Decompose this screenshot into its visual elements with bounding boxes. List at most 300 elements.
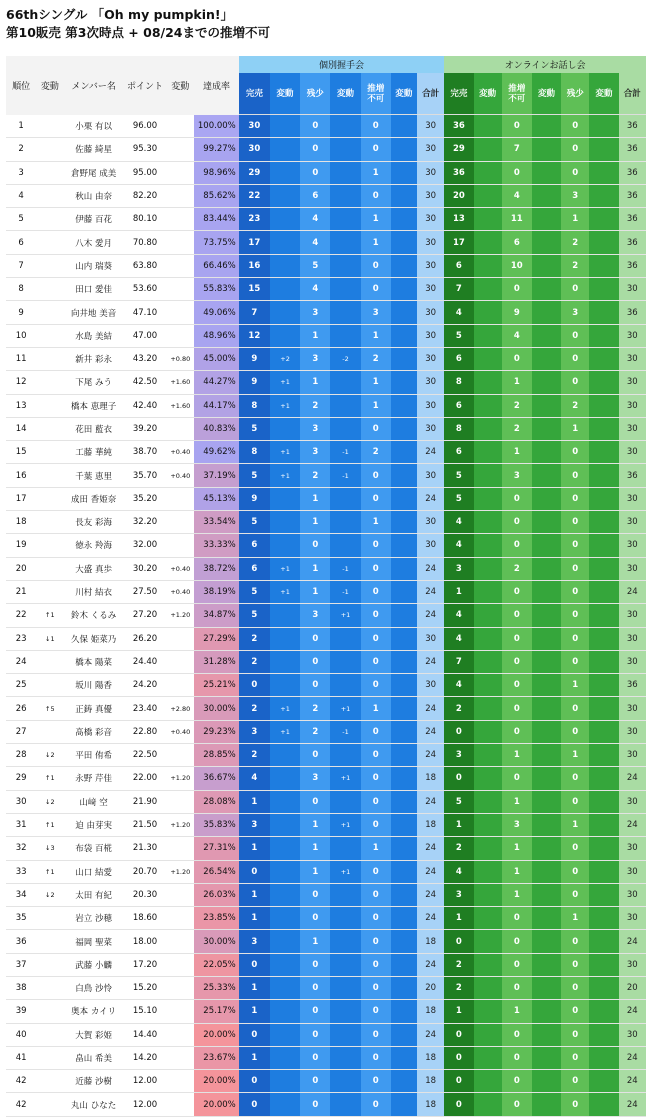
header-points-change: 変動 (166, 56, 194, 115)
points-change-cell (166, 976, 194, 999)
handshake-cell-4: 0 (361, 464, 391, 487)
online-cell-1 (474, 557, 502, 580)
online-cell-4: 0 (561, 860, 589, 883)
online-cell-0: 5 (444, 464, 473, 487)
handshake-cell-4: 1 (361, 208, 391, 231)
points-cell: 15.10 (124, 1000, 166, 1023)
member-name-cell: 岩立 沙穂 (63, 907, 123, 930)
online-cell-6: 36 (619, 138, 646, 161)
online-cell-2: 1 (502, 744, 532, 767)
online-cell-2: 1 (502, 371, 532, 394)
header-change: 変動 (36, 56, 63, 115)
member-name-cell: 大盛 真歩 (63, 557, 123, 580)
handshake-cell-5 (391, 347, 417, 370)
points-cell: 22.80 (124, 720, 166, 743)
member-name-cell: 向井地 美音 (63, 301, 123, 324)
online-cell-3 (532, 441, 561, 464)
handshake-cell-4: 0 (361, 1046, 391, 1069)
online-cell-0: 20 (444, 184, 473, 207)
online-cell-1 (474, 1093, 502, 1116)
handshake-cell-1 (270, 534, 300, 557)
page-title-block (0, 0, 650, 42)
handshake-cell-0: 1 (239, 1000, 270, 1023)
online-cell-6: 30 (619, 720, 646, 743)
online-cell-4: 0 (561, 580, 589, 603)
handshake-cell-1 (270, 860, 300, 883)
table-row (6, 347, 646, 370)
rank-change-cell (36, 1000, 63, 1023)
rank-cell: 8 (6, 278, 36, 301)
handshake-cell-5 (391, 254, 417, 277)
online-cell-4: 0 (561, 557, 589, 580)
rank-change-cell (36, 278, 63, 301)
online-cell-2: 2 (502, 557, 532, 580)
member-name-cell: 橋本 恵理子 (63, 394, 123, 417)
handshake-cell-2: 2 (300, 394, 330, 417)
table-row (6, 487, 646, 510)
rate-cell: 34.87% (194, 604, 238, 627)
points-change-cell: +1.20 (166, 767, 194, 790)
table-row (6, 464, 646, 487)
handshake-cell-6: 18 (417, 813, 444, 836)
rank-cell: 2 (6, 138, 36, 161)
handshake-cell-3: -1 (330, 441, 360, 464)
online-cell-3 (532, 231, 561, 254)
online-cell-4: 0 (561, 1093, 589, 1116)
online-cell-0: 6 (444, 394, 473, 417)
online-cell-0: 4 (444, 534, 473, 557)
rank-change-cell (36, 511, 63, 534)
ranking-table (6, 56, 646, 1117)
online-cell-4: 0 (561, 371, 589, 394)
handshake-cell-0: 1 (239, 907, 270, 930)
rate-cell: 49.62% (194, 441, 238, 464)
points-cell: 42.50 (124, 371, 166, 394)
points-change-cell (166, 208, 194, 231)
points-cell: 95.30 (124, 138, 166, 161)
handshake-cell-1: +1 (270, 441, 300, 464)
handshake-cell-0: 30 (239, 115, 270, 138)
rank-change-cell (36, 115, 63, 138)
online-cell-6: 36 (619, 674, 646, 697)
online-cell-0: 0 (444, 1046, 473, 1069)
handshake-cell-4: 0 (361, 417, 391, 440)
points-cell: 17.20 (124, 953, 166, 976)
handshake-cell-0: 1 (239, 837, 270, 860)
handshake-cell-0: 5 (239, 464, 270, 487)
online-cell-0: 13 (444, 208, 473, 231)
handshake-cell-2: 0 (300, 1023, 330, 1046)
online-cell-5 (589, 860, 618, 883)
handshake-cell-3 (330, 1070, 360, 1093)
online-cell-2: 0 (502, 487, 532, 510)
online-cell-2: 4 (502, 184, 532, 207)
rank-cell: 15 (6, 441, 36, 464)
member-name-cell: 八木 愛月 (63, 231, 123, 254)
online-cell-6: 30 (619, 557, 646, 580)
table-row (6, 371, 646, 394)
points-change-cell (166, 930, 194, 953)
handshake-cell-3 (330, 790, 360, 813)
online-cell-0: 36 (444, 161, 473, 184)
handshake-cell-5 (391, 394, 417, 417)
online-cell-6: 30 (619, 953, 646, 976)
rate-cell: 27.29% (194, 627, 238, 650)
rate-cell: 30.00% (194, 930, 238, 953)
table-row (6, 534, 646, 557)
handshake-cell-6: 24 (417, 907, 444, 930)
table-row (6, 557, 646, 580)
points-change-cell (166, 278, 194, 301)
rank-change-cell (36, 417, 63, 440)
table-row (6, 627, 646, 650)
handshake-cell-5 (391, 1000, 417, 1023)
handshake-cell-0: 0 (239, 674, 270, 697)
table-row (6, 976, 646, 999)
online-cell-2: 2 (502, 417, 532, 440)
points-change-cell (166, 790, 194, 813)
rank-cell: 9 (6, 301, 36, 324)
handshake-cell-4: 2 (361, 441, 391, 464)
handshake-cell-5 (391, 860, 417, 883)
handshake-cell-3: -2 (330, 347, 360, 370)
online-cell-2: 6 (502, 231, 532, 254)
online-cell-2: 7 (502, 138, 532, 161)
member-name-cell: 武藤 小麟 (63, 953, 123, 976)
rate-cell: 22.05% (194, 953, 238, 976)
handshake-cell-4: 0 (361, 744, 391, 767)
table-row (6, 860, 646, 883)
handshake-cell-3 (330, 254, 360, 277)
handshake-cell-1 (270, 813, 300, 836)
points-cell: 42.40 (124, 394, 166, 417)
online-cell-3 (532, 953, 561, 976)
rank-change-cell (36, 324, 63, 347)
rate-cell: 33.54% (194, 511, 238, 534)
handshake-cell-1 (270, 1070, 300, 1093)
points-change-cell: +1.20 (166, 813, 194, 836)
handshake-cell-1 (270, 627, 300, 650)
rank-change-cell (36, 580, 63, 603)
handshake-cell-6: 24 (417, 650, 444, 673)
handshake-cell-6: 24 (417, 1023, 444, 1046)
handshake-cell-0: 23 (239, 208, 270, 231)
table-row (6, 674, 646, 697)
handshake-cell-2: 4 (300, 278, 330, 301)
handshake-cell-1 (270, 790, 300, 813)
online-cell-2: 11 (502, 208, 532, 231)
handshake-cell-5 (391, 1093, 417, 1116)
online-cell-1 (474, 627, 502, 650)
rate-cell: 36.67% (194, 767, 238, 790)
online-cell-6: 30 (619, 604, 646, 627)
online-cell-3 (532, 580, 561, 603)
rate-cell: 99.27% (194, 138, 238, 161)
handshake-cell-2: 3 (300, 417, 330, 440)
handshake-cell-1: +1 (270, 371, 300, 394)
handshake-cell-2: 0 (300, 115, 330, 138)
handshake-cell-2: 2 (300, 464, 330, 487)
handshake-cell-1 (270, 208, 300, 231)
handshake-cell-2: 1 (300, 487, 330, 510)
online-cell-4: 0 (561, 487, 589, 510)
handshake-cell-0: 16 (239, 254, 270, 277)
handshake-cell-4: 0 (361, 184, 391, 207)
handshake-cell-2: 0 (300, 650, 330, 673)
online-cell-5 (589, 301, 618, 324)
online-cell-3 (532, 1000, 561, 1023)
table-row (6, 138, 646, 161)
online-cell-0: 7 (444, 650, 473, 673)
member-name-cell: 川村 結衣 (63, 580, 123, 603)
handshake-cell-0: 1 (239, 883, 270, 906)
handshake-cell-6: 18 (417, 767, 444, 790)
points-change-cell (166, 417, 194, 440)
online-cell-5 (589, 907, 618, 930)
subheader-4: 推増 不可 (361, 73, 391, 115)
rate-cell: 20.00% (194, 1070, 238, 1093)
table-row (6, 883, 646, 906)
rank-cell: 32 (6, 837, 36, 860)
rank-change-cell: ↓2 (36, 790, 63, 813)
handshake-cell-5 (391, 301, 417, 324)
handshake-cell-6: 30 (417, 627, 444, 650)
online-cell-0: 0 (444, 767, 473, 790)
handshake-cell-0: 4 (239, 767, 270, 790)
member-name-cell: 佐藤 綺星 (63, 138, 123, 161)
points-change-cell (166, 184, 194, 207)
rate-cell: 28.08% (194, 790, 238, 813)
handshake-cell-3: +1 (330, 813, 360, 836)
online-cell-6: 24 (619, 1000, 646, 1023)
points-cell: 80.10 (124, 208, 166, 231)
handshake-cell-4: 0 (361, 487, 391, 510)
member-name-cell: 小栗 有以 (63, 115, 123, 138)
table-row (6, 115, 646, 138)
online-cell-1 (474, 1070, 502, 1093)
rank-change-cell: ↓3 (36, 837, 63, 860)
online-cell-5 (589, 813, 618, 836)
handshake-cell-4: 0 (361, 278, 391, 301)
handshake-cell-1 (270, 115, 300, 138)
online-cell-1 (474, 650, 502, 673)
online-cell-6: 30 (619, 534, 646, 557)
online-cell-3 (532, 115, 561, 138)
online-cell-6: 30 (619, 278, 646, 301)
handshake-cell-5 (391, 557, 417, 580)
member-name-cell: 布袋 百椛 (63, 837, 123, 860)
rank-cell: 16 (6, 464, 36, 487)
points-cell: 63.80 (124, 254, 166, 277)
online-cell-1 (474, 953, 502, 976)
online-cell-2: 4 (502, 324, 532, 347)
handshake-cell-6: 30 (417, 394, 444, 417)
online-cell-3 (532, 650, 561, 673)
online-cell-2: 0 (502, 674, 532, 697)
handshake-cell-6: 30 (417, 347, 444, 370)
handshake-cell-2: 2 (300, 720, 330, 743)
online-cell-3 (532, 417, 561, 440)
handshake-cell-5 (391, 697, 417, 720)
handshake-cell-2: 0 (300, 1000, 330, 1023)
online-cell-5 (589, 534, 618, 557)
rate-cell: 48.96% (194, 324, 238, 347)
online-cell-2: 1 (502, 883, 532, 906)
handshake-cell-0: 9 (239, 347, 270, 370)
rank-cell: 21 (6, 580, 36, 603)
online-cell-1 (474, 208, 502, 231)
online-cell-5 (589, 604, 618, 627)
online-cell-0: 6 (444, 254, 473, 277)
points-cell: 35.70 (124, 464, 166, 487)
handshake-cell-2: 2 (300, 697, 330, 720)
online-cell-1 (474, 464, 502, 487)
handshake-cell-6: 30 (417, 301, 444, 324)
rank-cell: 38 (6, 976, 36, 999)
handshake-cell-0: 1 (239, 790, 270, 813)
online-cell-6: 30 (619, 837, 646, 860)
online-cell-2: 1 (502, 441, 532, 464)
handshake-cell-6: 24 (417, 883, 444, 906)
handshake-cell-1: +1 (270, 464, 300, 487)
table-row (6, 1023, 646, 1046)
table-row (6, 394, 646, 417)
handshake-cell-3 (330, 371, 360, 394)
handshake-cell-3 (330, 301, 360, 324)
online-cell-6: 24 (619, 580, 646, 603)
member-name-cell: 永野 芹佳 (63, 767, 123, 790)
online-cell-3 (532, 161, 561, 184)
handshake-cell-3 (330, 744, 360, 767)
points-change-cell (166, 674, 194, 697)
handshake-cell-1: +1 (270, 697, 300, 720)
handshake-cell-3 (330, 627, 360, 650)
online-cell-6: 24 (619, 813, 646, 836)
handshake-cell-0: 2 (239, 650, 270, 673)
handshake-cell-3: +1 (330, 604, 360, 627)
handshake-cell-3 (330, 278, 360, 301)
rate-cell: 100.00% (194, 115, 238, 138)
online-cell-5 (589, 883, 618, 906)
handshake-cell-4: 0 (361, 720, 391, 743)
handshake-cell-2: 1 (300, 324, 330, 347)
handshake-cell-6: 30 (417, 417, 444, 440)
table-row (6, 278, 646, 301)
online-cell-4: 1 (561, 813, 589, 836)
online-cell-5 (589, 138, 618, 161)
handshake-cell-0: 29 (239, 161, 270, 184)
member-name-cell: 奥本 カイリ (63, 1000, 123, 1023)
handshake-cell-2: 3 (300, 301, 330, 324)
online-cell-3 (532, 1070, 561, 1093)
online-cell-3 (532, 604, 561, 627)
handshake-cell-1 (270, 674, 300, 697)
rate-cell: 20.00% (194, 1093, 238, 1116)
online-cell-3 (532, 324, 561, 347)
rate-cell: 25.21% (194, 674, 238, 697)
online-cell-0: 2 (444, 976, 473, 999)
online-cell-6: 30 (619, 441, 646, 464)
handshake-cell-1 (270, 324, 300, 347)
online-cell-5 (589, 208, 618, 231)
handshake-cell-2: 0 (300, 534, 330, 557)
handshake-cell-2: 1 (300, 930, 330, 953)
rank-cell: 37 (6, 953, 36, 976)
rank-change-cell (36, 930, 63, 953)
online-cell-2: 0 (502, 1023, 532, 1046)
handshake-cell-5 (391, 417, 417, 440)
handshake-cell-0: 3 (239, 813, 270, 836)
online-cell-0: 2 (444, 953, 473, 976)
rate-cell: 31.28% (194, 650, 238, 673)
online-cell-2: 0 (502, 720, 532, 743)
member-name-cell: 徳永 羚海 (63, 534, 123, 557)
handshake-cell-2: 0 (300, 1070, 330, 1093)
online-cell-4: 0 (561, 720, 589, 743)
handshake-cell-5 (391, 1023, 417, 1046)
online-cell-5 (589, 511, 618, 534)
rank-change-cell (36, 301, 63, 324)
handshake-cell-2: 0 (300, 674, 330, 697)
handshake-cell-5 (391, 1046, 417, 1069)
handshake-cell-2: 6 (300, 184, 330, 207)
handshake-cell-0: 6 (239, 534, 270, 557)
handshake-cell-1 (270, 767, 300, 790)
online-cell-5 (589, 744, 618, 767)
handshake-cell-1 (270, 930, 300, 953)
online-cell-0: 1 (444, 907, 473, 930)
header-rate: 達成率 (194, 56, 238, 115)
member-name-cell: 山内 瑞葵 (63, 254, 123, 277)
table-row (6, 650, 646, 673)
handshake-cell-5 (391, 976, 417, 999)
header-member: メンバー名 (63, 56, 123, 115)
rate-cell: 40.83% (194, 417, 238, 440)
table-row (6, 1070, 646, 1093)
handshake-cell-2: 0 (300, 1046, 330, 1069)
rate-cell: 85.62% (194, 184, 238, 207)
member-name-cell: 平田 侑希 (63, 744, 123, 767)
rank-change-cell: ↑1 (36, 767, 63, 790)
handshake-cell-6: 30 (417, 278, 444, 301)
online-cell-1 (474, 184, 502, 207)
handshake-cell-4: 0 (361, 580, 391, 603)
points-cell: 21.30 (124, 837, 166, 860)
handshake-cell-6: 24 (417, 604, 444, 627)
online-cell-1 (474, 976, 502, 999)
online-cell-1 (474, 394, 502, 417)
online-cell-6: 30 (619, 511, 646, 534)
online-cell-4: 0 (561, 697, 589, 720)
handshake-cell-3: +1 (330, 767, 360, 790)
handshake-cell-4: 0 (361, 627, 391, 650)
online-cell-1 (474, 231, 502, 254)
handshake-cell-5 (391, 604, 417, 627)
member-name-cell: 伊藤 百花 (63, 208, 123, 231)
handshake-cell-1: +1 (270, 557, 300, 580)
handshake-cell-2: 1 (300, 580, 330, 603)
handshake-cell-5 (391, 767, 417, 790)
rank-cell: 10 (6, 324, 36, 347)
points-change-cell (166, 1070, 194, 1093)
handshake-cell-0: 5 (239, 604, 270, 627)
online-cell-0: 0 (444, 1093, 473, 1116)
handshake-cell-5 (391, 534, 417, 557)
handshake-cell-0: 9 (239, 487, 270, 510)
online-cell-5 (589, 953, 618, 976)
handshake-cell-4: 1 (361, 231, 391, 254)
rank-cell: 17 (6, 487, 36, 510)
